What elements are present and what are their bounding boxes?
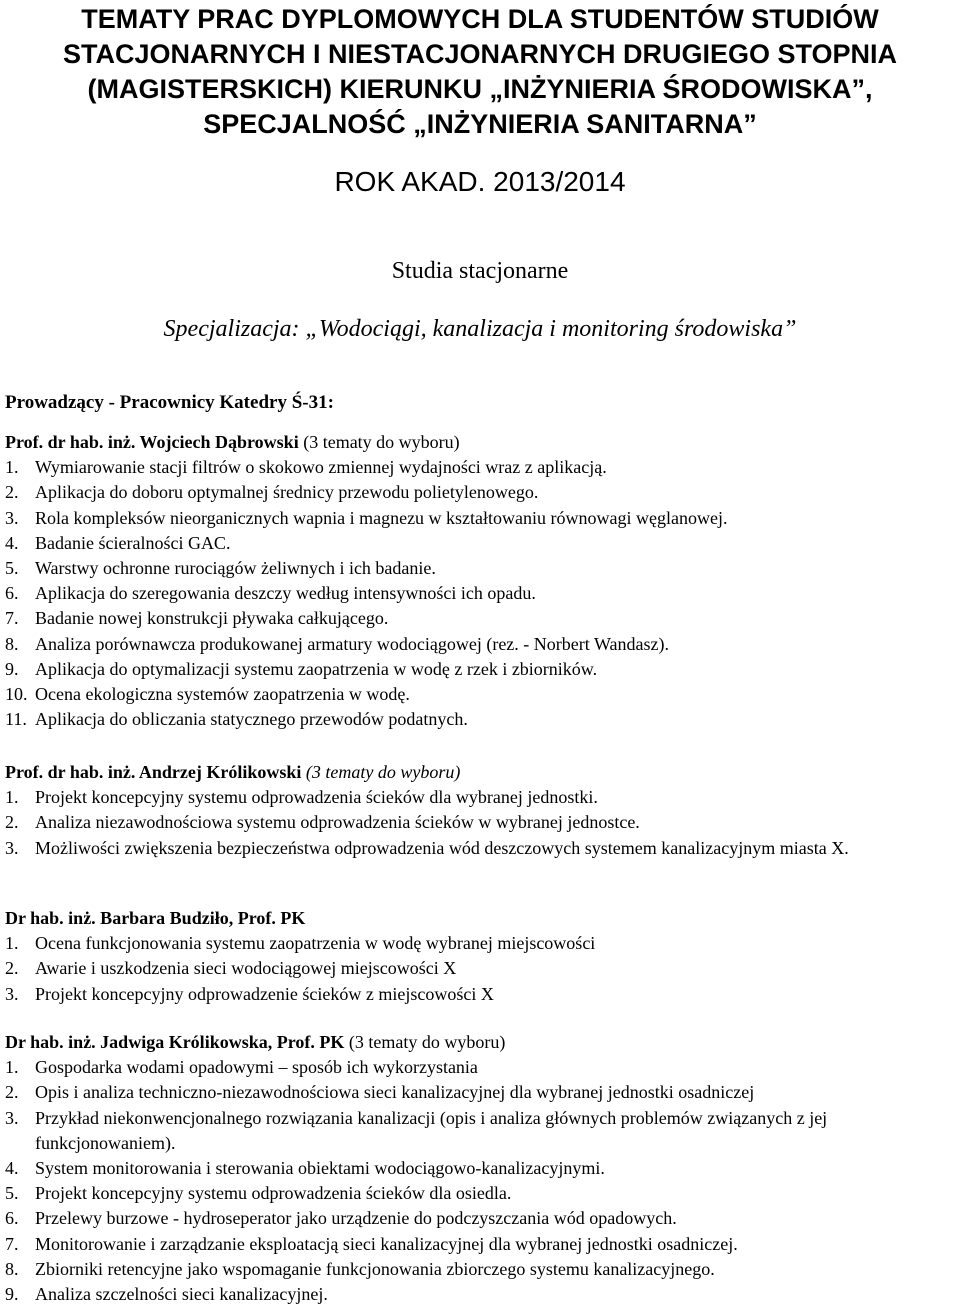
list-item [5,1181,955,1206]
topic-number: 1. [5,457,19,478]
topic-text: Aplikacja do obliczania statycznego przewodów podatnych. [35,709,468,730]
list-item [5,581,955,606]
list-item [5,956,955,981]
list-item [5,707,955,732]
topic-text: Analiza porównawcza produkowanej armatury wodociągowej (rez. - Norbert Wandasz). [35,633,669,654]
topic-text: Ocena funkcjonowania systemu zaopatrzenia w wodę wybranej miejscowości [35,933,596,954]
supervisor-heading [5,760,955,785]
list-item [5,1106,955,1156]
study-mode: Studia stacjonarne [391,258,569,284]
list-item [5,982,955,1007]
topic-choice-note: (3 tematy do wyboru) [348,1032,506,1052]
topic-text: Monitorowanie i zarządzanie eksploatacją sieci kanalizacyjnej dla wybranej jednostki osadniczej. [35,1233,738,1254]
topic-number: 6. [5,583,19,604]
list-item [5,1206,955,1231]
list-item [5,1257,955,1282]
topic-number: 3. [5,837,19,858]
topic-text: Warstwy ochronne rurociągów żeliwnych i ich badanie. [35,558,436,578]
topic-text: Badanie ścieralności GAC. [35,532,231,553]
title-line: STACJONARNYCH I NIESTACJONARNYCH DRUGIEGO STOPNIA [62,39,898,69]
list-item [5,1232,955,1257]
list-item [5,455,955,480]
topic-number: 10. [5,684,28,705]
topic-number: 7. [5,1233,19,1254]
list-item [5,931,955,956]
topic-number: 11. [5,709,27,730]
topic-number: 5. [5,1183,19,1204]
topic-number: 8. [5,633,19,654]
topic-text: Przelewy burzowe - hydroseperator jako urządzenie do podczyszczania wód opadowych. [35,1208,677,1229]
supervisor-section-krolikowski [5,760,955,861]
topic-number: 6. [5,1208,19,1229]
topic-number: 1. [5,787,19,808]
supervisor-heading [5,430,955,455]
topic-text: Awarie i uszkodzenia sieci wodociągowej miejscowości X [35,958,457,979]
list-item [5,506,955,531]
list-item [5,657,955,682]
topic-text: Zbiorniki retencyjne jako wspomaganie funkcjonowania zbiorczego systemu kanalizacyjnego. [35,1258,715,1279]
list-item [5,531,955,556]
supervisor-name: Dr hab. inż. Jadwiga Królikowska, Prof. PK [5,1032,345,1052]
topic-text: System monitorowania i sterowania obiektami wodociągowo-kanalizacyjnymi. [35,1158,605,1178]
topic-number: 3. [5,507,19,528]
topic-text: Ocena ekologiczna systemów zaopatrzenia w wodę. [35,684,410,705]
topic-text: Możliwości zwiększenia bezpieczeństwa odprowadzenia wód deszczowych systemem kanalizacyjnym miasta X. [35,837,849,858]
specialization: Specjalizacja: „Wodociągi, kanalizacja i monitoring środowiska” [163,316,797,342]
document-title [0,2,960,142]
topic-number: 7. [5,608,19,629]
list-item [5,836,955,861]
topic-number: 2. [5,482,19,503]
supervisor-name: Prof. dr hab. inż. Andrzej Królikowski [5,762,302,782]
list-item [5,1282,955,1307]
topic-number: 3. [5,983,19,1004]
supervisor-name: Prof. dr hab. inż. Wojciech Dąbrowski [5,432,299,452]
supervisor-section-dabrowski [5,430,955,732]
list-item [5,632,955,657]
supervisor-section-budzilo [5,906,955,1007]
topic-number: 3. [5,1107,19,1128]
list-item [5,1156,955,1181]
topic-text: Badanie nowej konstrukcji pływaka całkującego. [35,608,389,629]
academic-year: ROK AKAD. 2013/2014 [334,166,626,197]
supervisor-name: Dr hab. inż. Barbara Budziło, Prof. PK [5,908,306,928]
title-line: TEMATY PRAC DYPLOMOWYCH DLA STUDENTÓW STUDIÓW [81,4,879,34]
list-item [5,682,955,707]
list-item [5,1055,955,1080]
topic-text: Projekt koncepcyjny systemu odprowadzenia ścieków dla osiedla. [35,1183,512,1204]
topic-text: Rola kompleksów nieorganicznych wapnia i magnezu w kształtowaniu równowagi węglanowej. [35,507,728,528]
topic-number: 2. [5,958,19,979]
topic-choice-note: (3 tematy do wyboru) [303,432,460,452]
topic-number: 9. [5,1284,19,1305]
supervisor-heading [5,1030,955,1055]
topic-number: 1. [5,1057,19,1078]
topic-text: Analiza szczelności sieci kanalizacyjnej. [35,1284,328,1305]
topic-number: 2. [5,1082,19,1103]
supervisor-heading [5,906,955,931]
supervisor-section-krolikowska [5,1030,955,1307]
topic-number: 4. [5,532,19,553]
topic-text: Aplikacja do optymalizacji systemu zaopatrzenia w wodę z rzek i zbiorników. [35,658,598,679]
topic-number: 8. [5,1258,19,1279]
topic-text: Projekt koncepcyjny odprowadzenie ścieków z miejscowości X [35,983,494,1004]
topic-text: Projekt koncepcyjny systemu odprowadzenia ścieków dla wybranej jednostki. [35,787,598,808]
title-line: SPECJALNOŚĆ „INŻYNIERIA SANITARNA” [203,109,757,139]
topic-text: Przykład niekonwencjonalnego rozwiązania kanalizacji (opis i analiza głównych problemów związanych z jej funkcjonowaniem). [35,1107,828,1153]
topic-text: Gospodarka wodami opadowymi – sposób ich wykorzystania [35,1057,478,1078]
topic-text: Aplikacja do doboru optymalnej średnicy przewodu polietylenowego. [35,482,539,503]
topic-choice-note: (3 tematy do wyboru) [305,762,461,782]
topic-text: Aplikacja do szeregowania deszczy według intensywności ich opadu. [35,583,536,604]
topic-list [5,1055,955,1307]
list-item [5,556,955,581]
topic-list [5,785,955,861]
list-item [5,1080,955,1105]
list-item [5,785,955,810]
topic-number: 5. [5,558,19,578]
topic-number: 1. [5,933,19,954]
topic-text: Opis i analiza techniczno-niezawodnościowa sieci kanalizacyjnej dla wybranej jednostki osadniczej [35,1082,755,1103]
topic-list [5,931,955,1007]
title-line: (MAGISTERSKICH) KIERUNKU „INŻYNIERIA ŚRODOWISKA”, [87,74,873,104]
list-item [5,810,955,835]
topic-number: 4. [5,1158,19,1178]
topic-number: 2. [5,812,19,833]
topic-text: Analiza niezawodnościowa systemu odprowadzenia ścieków w wybranej jednostce. [35,812,640,833]
topic-number: 9. [5,658,19,679]
supervisors-heading: Prowadzący - Pracownicy Katedry Ś-31: [5,392,334,413]
topic-list [5,455,955,732]
list-item [5,606,955,631]
list-item [5,480,955,505]
topic-text: Wymiarowanie stacji filtrów o skokowo zmiennej wydajności wraz z aplikacją. [35,457,607,478]
